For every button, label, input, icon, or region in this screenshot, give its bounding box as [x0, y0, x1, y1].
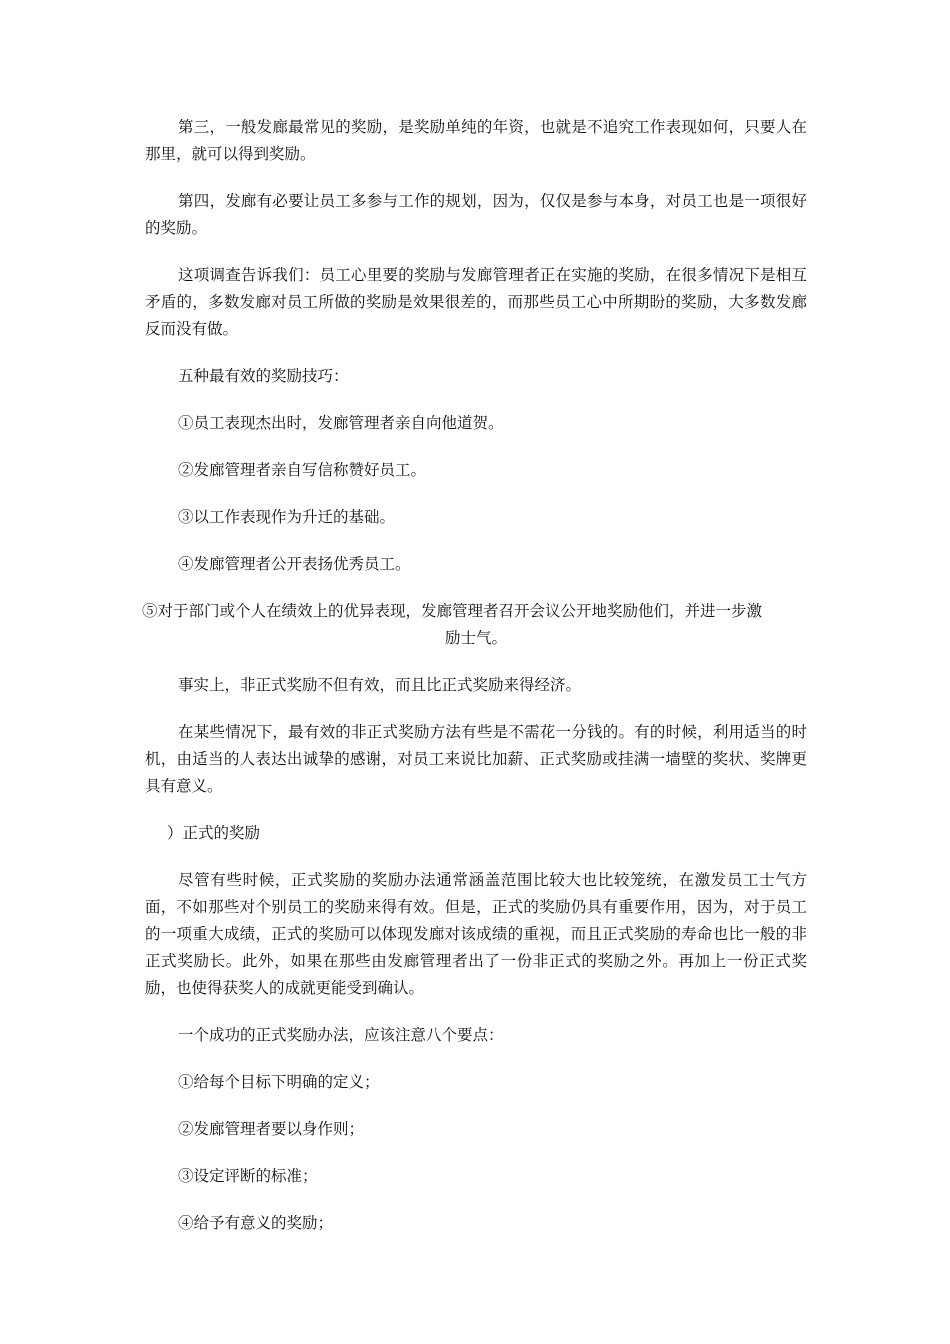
document-body: [142, 114, 807, 1257]
paragraph-survey-conclusion: 这项调查告诉我们：员工心里要的奖励与发廊管理者正在实施的奖励，在很多情况下是相互矛盾的，多数发廊对员工所做的奖励是效果很差的，而那些员工心中所期盼的奖励，大多数发廊反而没有做。: [145, 266, 807, 338]
paragraph-formal-rewards: 尽管有些时候，正式奖励的奖励办法通常涵盖范围比较大也比较笼统，在激发员工士气方面，不如那些对个别员工的奖励来得有效。但是，正式的奖励仍具有重要作用，因为，对于员工的一项重大成绩，正式的奖励可以体现发廊对该成绩的重视，而且正式奖励的寿命也比一般的非正式奖励长。此外，如果在那些由发廊管理者出了一份非正式的奖励之外。再加上一份正式奖励，也使得获奖人的成就更能受到确认。: [145, 871, 807, 997]
list-item-point-3: ③设定评断的标准；: [178, 1167, 318, 1185]
list-item-point-4: ④给予有意义的奖励；: [178, 1214, 334, 1232]
list-item-technique-4: ④发廊管理者公开表扬优秀员工。: [178, 555, 411, 573]
section-heading-formal-rewards: ）正式的奖励: [167, 824, 261, 842]
list-item-technique-5-line-2: 励士气。: [444, 629, 507, 647]
list-item-point-2: ②发廊管理者要以身作则；: [178, 1120, 365, 1138]
list-item-point-1: ①给每个目标下明确的定义；: [178, 1073, 380, 1091]
paragraph-informal-economy: 事实上，非正式奖励不但有效，而且比正式奖励来得经济。: [178, 676, 582, 694]
paragraph-eight-points-heading: 一个成功的正式奖励办法，应该注意八个要点：: [178, 1026, 504, 1044]
list-item-technique-1: ①员工表现杰出时，发廊管理者亲自向他道贺。: [178, 414, 504, 432]
paragraph-third-reward: 第三，一般发廊最常见的奖励，是奖励单纯的年资，也就是不追究工作表现如何，只要人在那里，就可以得到奖励。: [145, 118, 807, 163]
paragraph-five-techniques-heading: 五种最有效的奖励技巧：: [178, 367, 349, 385]
paragraph-fourth-reward: 第四，发廊有必要让员工多参与工作的规划，因为，仅仅是参与本身，对员工也是一项很好的奖励。: [145, 192, 807, 237]
list-item-technique-5: [142, 598, 807, 652]
paragraph-informal-methods: 在某些情况下，最有效的非正式奖励方法有些是不需花一分钱的。有的时候，利用适当的时机，由适当的人表达出诚挚的感谢，对员工来说比加薪、正式奖励或挂满一墙壁的奖状、奖牌更具有意义。: [145, 723, 807, 795]
list-item-technique-2: ②发廊管理者亲自写信称赞好员工。: [178, 461, 427, 479]
list-item-technique-5-line-1: ⑤对于部门或个人在绩效上的优异表现，发廊管理者召开会议公开地奖励他们，并进一步激: [142, 602, 763, 620]
list-item-technique-3: ③以工作表现作为升迁的基础。: [178, 508, 396, 526]
